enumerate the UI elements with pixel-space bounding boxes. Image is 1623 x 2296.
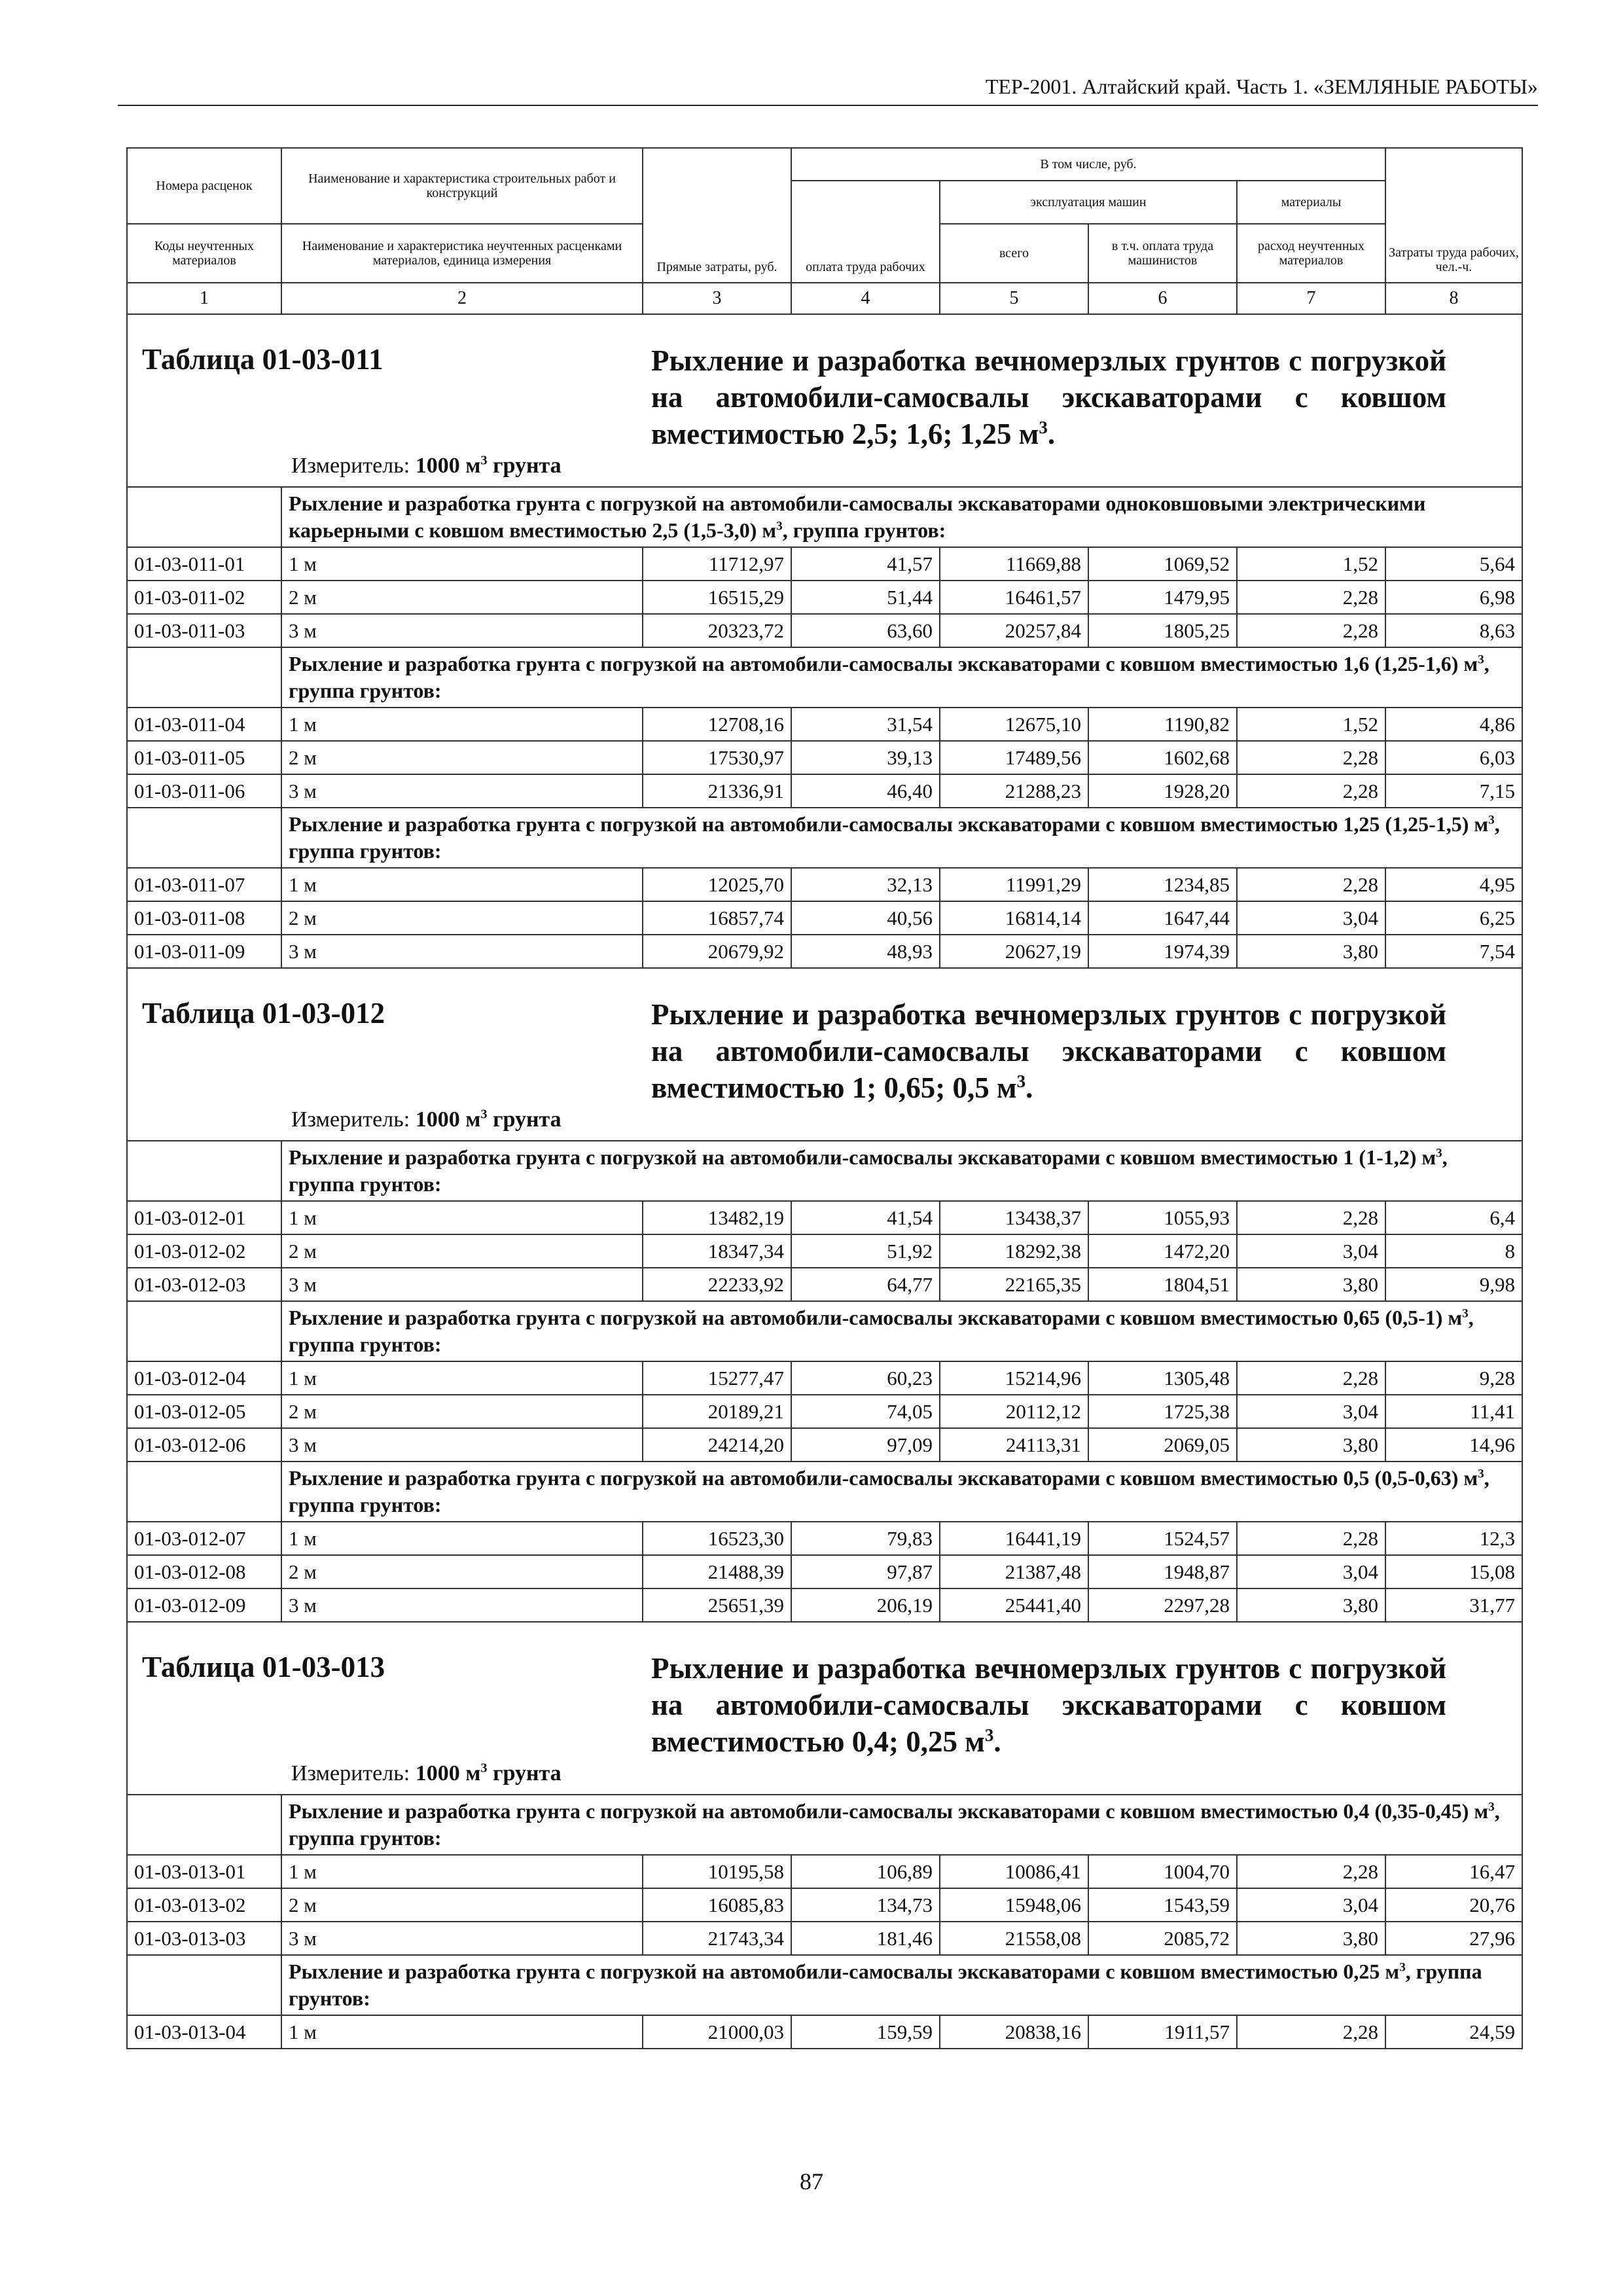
cell-worker-pay: 159,59 bbox=[791, 2015, 940, 2049]
table-heading bbox=[127, 1622, 1522, 1795]
cell-rate-code: 01-03-011-07 bbox=[127, 868, 281, 901]
group-heading: Рыхление и разработка грунта с погрузкой на автомобили-самосвалы экскаваторами одноковшовыми электрическими карьерными с ковшом вместимостью 2,5 (1,5-3,0) $м^3$, группа грунтов: bbox=[281, 487, 1522, 547]
cell-soil-group: 2 м bbox=[281, 1234, 643, 1268]
table-row bbox=[127, 1268, 1522, 1301]
group-heading-row bbox=[127, 1141, 1522, 1201]
cell-soil-group: 3 м bbox=[281, 1428, 643, 1462]
cell-operator-pay: 1974,39 bbox=[1088, 935, 1237, 968]
cell-direct-costs: 22233,92 bbox=[643, 1268, 791, 1301]
column-number: 2 bbox=[281, 283, 643, 314]
group-heading: Рыхление и разработка грунта с погрузкой на автомобили-самосвалы экскаваторами с ковшом вместимостью 1 (1-1,2) $м^3$, группа грунтов: bbox=[281, 1141, 1522, 1201]
cell-direct-costs: 21743,34 bbox=[643, 1922, 791, 1955]
cell-rate-code: 01-03-012-02 bbox=[127, 1234, 281, 1268]
cell-direct-costs: 15277,47 bbox=[643, 1361, 791, 1395]
cell-operator-pay: 1305,48 bbox=[1088, 1361, 1237, 1395]
cell-soil-group: 2 м bbox=[281, 1395, 643, 1428]
cell-worker-pay: 31,54 bbox=[791, 708, 940, 741]
cell-labor-costs: 4,95 bbox=[1385, 868, 1522, 901]
cell-labor-costs: 8,63 bbox=[1385, 614, 1522, 647]
group-heading-row bbox=[127, 1301, 1522, 1361]
table-unit-value: 1000 $м^3$ грунта bbox=[415, 1107, 562, 1132]
cell-labor-costs: 15,08 bbox=[1385, 1555, 1522, 1588]
page-number: 87 bbox=[800, 2168, 823, 2195]
cell-worker-pay: 41,57 bbox=[791, 547, 940, 581]
header-material-codes: Коды неучтенных материалов bbox=[127, 224, 281, 283]
cell-direct-costs: 21488,39 bbox=[643, 1555, 791, 1588]
cell-labor-costs: 16,47 bbox=[1385, 1855, 1522, 1888]
cell-material-consumption: 3,80 bbox=[1237, 1268, 1385, 1301]
table-row bbox=[127, 1361, 1522, 1395]
table-heading bbox=[127, 314, 1522, 487]
table-unit bbox=[291, 1107, 562, 1132]
cell-material-consumption: 2,28 bbox=[1237, 1855, 1385, 1888]
cell-labor-costs: 6,25 bbox=[1385, 901, 1522, 935]
table-row bbox=[127, 741, 1522, 774]
cell-material-consumption: 1,52 bbox=[1237, 547, 1385, 581]
cell-operator-pay: 2297,28 bbox=[1088, 1588, 1237, 1622]
header-worker-pay: оплата труда рабочих bbox=[791, 181, 940, 283]
cell-labor-costs: 4,86 bbox=[1385, 708, 1522, 741]
table-row bbox=[127, 2015, 1522, 2049]
cell-rate-code: 01-03-011-06 bbox=[127, 774, 281, 808]
cell-operator-pay: 2069,05 bbox=[1088, 1428, 1237, 1462]
cell-rate-code: 01-03-012-08 bbox=[127, 1555, 281, 1588]
cell-machine-total: 22165,35 bbox=[940, 1268, 1088, 1301]
cell-material-consumption: 2,28 bbox=[1237, 1522, 1385, 1555]
table-heading-row bbox=[127, 314, 1522, 487]
header-rate-numbers: Номера расценок bbox=[127, 148, 281, 224]
cell-machine-total: 20838,16 bbox=[940, 2015, 1088, 2049]
cell-soil-group: 1 м bbox=[281, 1201, 643, 1234]
table-unit-value: 1000 $м^3$ грунта bbox=[415, 453, 562, 478]
cell-worker-pay: 51,44 bbox=[791, 581, 940, 614]
cell-direct-costs: 16523,30 bbox=[643, 1522, 791, 1555]
table-unit-label: Измеритель: bbox=[291, 1107, 410, 1132]
cell-soil-group: 1 м bbox=[281, 868, 643, 901]
table-row bbox=[127, 1201, 1522, 1234]
cell-direct-costs: 16515,29 bbox=[643, 581, 791, 614]
table-row bbox=[127, 1855, 1522, 1888]
cell-operator-pay: 1804,51 bbox=[1088, 1268, 1237, 1301]
cell-worker-pay: 206,19 bbox=[791, 1588, 940, 1622]
cell-machine-total: 15948,06 bbox=[940, 1888, 1088, 1922]
cell-material-consumption: 2,28 bbox=[1237, 614, 1385, 647]
table-title: Рыхление и разработка вечномерзлых грунтов с погрузкой на автомобили-самосвалы экскаваторами с ковшом вместимостью 1; 0,65; 0,5 $м^3$. bbox=[651, 998, 1446, 1104]
cell-direct-costs: 16857,74 bbox=[643, 901, 791, 935]
cell-worker-pay: 74,05 bbox=[791, 1395, 940, 1428]
cell-material-consumption: 2,28 bbox=[1237, 741, 1385, 774]
cell-direct-costs: 12025,70 bbox=[643, 868, 791, 901]
cell-worker-pay: 64,77 bbox=[791, 1268, 940, 1301]
cell-operator-pay: 1524,57 bbox=[1088, 1522, 1237, 1555]
cell-direct-costs: 13482,19 bbox=[643, 1201, 791, 1234]
cell-labor-costs: 9,98 bbox=[1385, 1268, 1522, 1301]
header-including: В том числе, руб. bbox=[791, 148, 1385, 181]
cell-material-consumption: 3,04 bbox=[1237, 1395, 1385, 1428]
cell-rate-code: 01-03-011-08 bbox=[127, 901, 281, 935]
cell-rate-code: 01-03-012-04 bbox=[127, 1361, 281, 1395]
table-row bbox=[127, 708, 1522, 741]
cell-direct-costs: 21000,03 bbox=[643, 2015, 791, 2049]
cell-machine-total: 15214,96 bbox=[940, 1361, 1088, 1395]
group-spacer bbox=[127, 1795, 281, 1855]
group-spacer bbox=[127, 1301, 281, 1361]
cell-machine-total: 20257,84 bbox=[940, 614, 1088, 647]
group-spacer bbox=[127, 808, 281, 868]
cell-operator-pay: 1479,95 bbox=[1088, 581, 1237, 614]
table-unit-label: Измеритель: bbox=[291, 454, 410, 478]
cell-rate-code: 01-03-012-06 bbox=[127, 1428, 281, 1462]
cell-rate-code: 01-03-011-05 bbox=[127, 741, 281, 774]
table-id: Таблица 01-03-011 bbox=[142, 343, 383, 376]
cell-direct-costs: 20679,92 bbox=[643, 935, 791, 968]
cell-worker-pay: 46,40 bbox=[791, 774, 940, 808]
cell-rate-code: 01-03-012-01 bbox=[127, 1201, 281, 1234]
cell-worker-pay: 48,93 bbox=[791, 935, 940, 968]
cell-operator-pay: 1911,57 bbox=[1088, 2015, 1237, 2049]
cell-soil-group: 1 м bbox=[281, 2015, 643, 2049]
cell-operator-pay: 1543,59 bbox=[1088, 1888, 1237, 1922]
cell-material-consumption: 3,04 bbox=[1237, 1888, 1385, 1922]
cell-machine-total: 11991,29 bbox=[940, 868, 1088, 901]
cell-machine-total: 12675,10 bbox=[940, 708, 1088, 741]
group-heading-row bbox=[127, 1795, 1522, 1855]
cell-labor-costs: 6,03 bbox=[1385, 741, 1522, 774]
cell-machine-total: 21558,08 bbox=[940, 1922, 1088, 1955]
cell-rate-code: 01-03-011-01 bbox=[127, 547, 281, 581]
cell-material-consumption: 3,80 bbox=[1237, 1588, 1385, 1622]
cell-labor-costs: 24,59 bbox=[1385, 2015, 1522, 2049]
cell-operator-pay: 1647,44 bbox=[1088, 901, 1237, 935]
group-heading-row bbox=[127, 808, 1522, 868]
group-heading: Рыхление и разработка грунта с погрузкой на автомобили-самосвалы экскаваторами с ковшом вместимостью 0,5 (0,5-0,63) $м^3$, группа грунтов: bbox=[281, 1462, 1522, 1522]
cell-worker-pay: 60,23 bbox=[791, 1361, 940, 1395]
table-row bbox=[127, 581, 1522, 614]
group-heading: Рыхление и разработка грунта с погрузкой на автомобили-самосвалы экскаваторами с ковшом вместимостью 1,6 (1,25-1,6) $м^3$, группа грунтов: bbox=[281, 647, 1522, 708]
cell-machine-total: 25441,40 bbox=[940, 1588, 1088, 1622]
cell-direct-costs: 16085,83 bbox=[643, 1888, 791, 1922]
cell-machine-total: 17489,56 bbox=[940, 741, 1088, 774]
cell-operator-pay: 1725,38 bbox=[1088, 1395, 1237, 1428]
cell-machine-total: 13438,37 bbox=[940, 1201, 1088, 1234]
cell-worker-pay: 40,56 bbox=[791, 901, 940, 935]
cell-machine-total: 21387,48 bbox=[940, 1555, 1088, 1588]
cell-soil-group: 1 м bbox=[281, 1855, 643, 1888]
cell-direct-costs: 10195,58 bbox=[643, 1855, 791, 1888]
cell-material-consumption: 2,28 bbox=[1237, 581, 1385, 614]
cell-soil-group: 1 м bbox=[281, 1361, 643, 1395]
table-row bbox=[127, 901, 1522, 935]
cell-operator-pay: 1004,70 bbox=[1088, 1855, 1237, 1888]
cell-operator-pay: 1948,87 bbox=[1088, 1555, 1237, 1588]
column-number: 8 bbox=[1385, 283, 1522, 314]
group-heading-row bbox=[127, 647, 1522, 708]
table-title: Рыхление и разработка вечномерзлых грунтов с погрузкой на автомобили-самосвалы экскаваторами с ковшом вместимостью 2,5; 1,6; 1,25 $м^3$. bbox=[651, 344, 1446, 450]
cell-soil-group: 2 м bbox=[281, 581, 643, 614]
header-materials: материалы bbox=[1237, 181, 1385, 224]
table-unit-value: 1000 $м^3$ грунта bbox=[415, 1761, 562, 1785]
cell-labor-costs: 7,54 bbox=[1385, 935, 1522, 968]
cell-rate-code: 01-03-011-03 bbox=[127, 614, 281, 647]
column-number: 1 bbox=[127, 283, 281, 314]
column-number: 5 bbox=[940, 283, 1088, 314]
cell-labor-costs: 11,41 bbox=[1385, 1395, 1522, 1428]
header-material-names: Наименование и характеристика неучтенных расценками материалов, единица измерения bbox=[281, 224, 643, 283]
cell-direct-costs: 20323,72 bbox=[643, 614, 791, 647]
cell-rate-code: 01-03-013-02 bbox=[127, 1888, 281, 1922]
cell-labor-costs: 8 bbox=[1385, 1234, 1522, 1268]
table-row bbox=[127, 935, 1522, 968]
cell-rate-code: 01-03-013-04 bbox=[127, 2015, 281, 2049]
cell-soil-group: 3 м bbox=[281, 1922, 643, 1955]
cell-material-consumption: 2,28 bbox=[1237, 1201, 1385, 1234]
table-row bbox=[127, 1234, 1522, 1268]
group-spacer bbox=[127, 647, 281, 708]
cell-direct-costs: 18347,34 bbox=[643, 1234, 791, 1268]
cell-material-consumption: 3,04 bbox=[1237, 901, 1385, 935]
table-row bbox=[127, 614, 1522, 647]
table-id: Таблица 01-03-013 bbox=[142, 1651, 385, 1683]
column-number: 6 bbox=[1088, 283, 1237, 314]
cell-direct-costs: 21336,91 bbox=[643, 774, 791, 808]
cell-labor-costs: 27,96 bbox=[1385, 1922, 1522, 1955]
cell-operator-pay: 1928,20 bbox=[1088, 774, 1237, 808]
column-number: 7 bbox=[1237, 283, 1385, 314]
cell-labor-costs: 6,4 bbox=[1385, 1201, 1522, 1234]
cell-soil-group: 1 м bbox=[281, 1522, 643, 1555]
cell-rate-code: 01-03-011-09 bbox=[127, 935, 281, 968]
cell-operator-pay: 2085,72 bbox=[1088, 1922, 1237, 1955]
cell-operator-pay: 1190,82 bbox=[1088, 708, 1237, 741]
cell-rate-code: 01-03-012-07 bbox=[127, 1522, 281, 1555]
table-row bbox=[127, 1555, 1522, 1588]
cell-material-consumption: 3,80 bbox=[1237, 1922, 1385, 1955]
cell-labor-costs: 20,76 bbox=[1385, 1888, 1522, 1922]
group-spacer bbox=[127, 1141, 281, 1201]
cell-soil-group: 3 м bbox=[281, 935, 643, 968]
cell-operator-pay: 1234,85 bbox=[1088, 868, 1237, 901]
cell-direct-costs: 11712,97 bbox=[643, 547, 791, 581]
cell-material-consumption: 3,04 bbox=[1237, 1234, 1385, 1268]
table-unit bbox=[291, 454, 562, 478]
cell-operator-pay: 1069,52 bbox=[1088, 547, 1237, 581]
cell-operator-pay: 1602,68 bbox=[1088, 741, 1237, 774]
table-row bbox=[127, 868, 1522, 901]
cell-soil-group: 3 м bbox=[281, 614, 643, 647]
cell-material-consumption: 2,28 bbox=[1237, 2015, 1385, 2049]
cell-rate-code: 01-03-012-09 bbox=[127, 1588, 281, 1622]
cell-worker-pay: 97,87 bbox=[791, 1555, 940, 1588]
cell-direct-costs: 24214,20 bbox=[643, 1428, 791, 1462]
cell-soil-group: 1 м bbox=[281, 708, 643, 741]
cell-machine-total: 20627,19 bbox=[940, 935, 1088, 968]
header-total: всего bbox=[940, 224, 1088, 283]
column-numbers-row bbox=[127, 283, 1522, 314]
cell-material-consumption: 1,52 bbox=[1237, 708, 1385, 741]
cell-material-consumption: 3,80 bbox=[1237, 1428, 1385, 1462]
cell-machine-total: 16814,14 bbox=[940, 901, 1088, 935]
cell-material-consumption: 2,28 bbox=[1237, 1361, 1385, 1395]
cell-direct-costs: 12708,16 bbox=[643, 708, 791, 741]
cell-rate-code: 01-03-013-03 bbox=[127, 1922, 281, 1955]
group-heading: Рыхление и разработка грунта с погрузкой на автомобили-самосвалы экскаваторами с ковшом вместимостью 0,25 $м^3$, группа грунтов: bbox=[281, 1955, 1522, 2015]
cell-soil-group: 1 м bbox=[281, 547, 643, 581]
group-heading: Рыхление и разработка грунта с погрузкой на автомобили-самосвалы экскаваторами с ковшом вместимостью 0,65 (0,5-1) $м^3$, группа грунтов: bbox=[281, 1301, 1522, 1361]
table-id: Таблица 01-03-012 bbox=[142, 997, 385, 1030]
cell-labor-costs: 6,98 bbox=[1385, 581, 1522, 614]
cell-machine-total: 20112,12 bbox=[940, 1395, 1088, 1428]
cell-material-consumption: 3,04 bbox=[1237, 1555, 1385, 1588]
group-spacer bbox=[127, 1462, 281, 1522]
group-spacer bbox=[127, 1955, 281, 2015]
cell-rate-code: 01-03-011-04 bbox=[127, 708, 281, 741]
rates-table bbox=[126, 147, 1523, 2049]
table-row bbox=[127, 1428, 1522, 1462]
group-heading: Рыхление и разработка грунта с погрузкой на автомобили-самосвалы экскаваторами с ковшом вместимостью 0,4 (0,35-0,45) $м^3$, группа грунтов: bbox=[281, 1795, 1522, 1855]
cell-worker-pay: 32,13 bbox=[791, 868, 940, 901]
cell-worker-pay: 39,13 bbox=[791, 741, 940, 774]
cell-rate-code: 01-03-012-05 bbox=[127, 1395, 281, 1428]
table-heading bbox=[127, 968, 1522, 1141]
header-labor-costs: Затраты труда рабочих, чел.-ч. bbox=[1385, 148, 1522, 283]
table-heading-row bbox=[127, 968, 1522, 1141]
cell-worker-pay: 106,89 bbox=[791, 1855, 940, 1888]
table-row bbox=[127, 1922, 1522, 1955]
header-material-consumption: расход неучтенных материалов bbox=[1237, 224, 1385, 283]
group-heading-row bbox=[127, 487, 1522, 547]
cell-rate-code: 01-03-011-02 bbox=[127, 581, 281, 614]
cell-machine-total: 16461,57 bbox=[940, 581, 1088, 614]
cell-machine-total: 21288,23 bbox=[940, 774, 1088, 808]
cell-worker-pay: 51,92 bbox=[791, 1234, 940, 1268]
table-unit bbox=[291, 1761, 562, 1786]
cell-direct-costs: 17530,97 bbox=[643, 741, 791, 774]
cell-direct-costs: 25651,39 bbox=[643, 1588, 791, 1622]
cell-machine-total: 24113,31 bbox=[940, 1428, 1088, 1462]
cell-soil-group: 2 м bbox=[281, 901, 643, 935]
cell-worker-pay: 41,54 bbox=[791, 1201, 940, 1234]
group-spacer bbox=[127, 487, 281, 547]
column-number: 3 bbox=[643, 283, 791, 314]
table-heading-row bbox=[127, 1622, 1522, 1795]
cell-worker-pay: 63,60 bbox=[791, 614, 940, 647]
table-row bbox=[127, 1588, 1522, 1622]
cell-machine-total: 18292,38 bbox=[940, 1234, 1088, 1268]
cell-labor-costs: 14,96 bbox=[1385, 1428, 1522, 1462]
cell-material-consumption: 3,80 bbox=[1237, 935, 1385, 968]
cell-labor-costs: 5,64 bbox=[1385, 547, 1522, 581]
table-row bbox=[127, 774, 1522, 808]
table-title: Рыхление и разработка вечномерзлых грунтов с погрузкой на автомобили-самосвалы экскаваторами с ковшом вместимостью 0,4; 0,25 $м^3$. bbox=[651, 1652, 1446, 1758]
column-number: 4 bbox=[791, 283, 940, 314]
table-unit-label: Измеритель: bbox=[291, 1761, 410, 1785]
table-row bbox=[127, 547, 1522, 581]
table-row bbox=[127, 1395, 1522, 1428]
table-row bbox=[127, 1888, 1522, 1922]
header-operator-pay: в т.ч. оплата труда машинистов bbox=[1088, 224, 1237, 283]
cell-direct-costs: 20189,21 bbox=[643, 1395, 791, 1428]
cell-operator-pay: 1055,93 bbox=[1088, 1201, 1237, 1234]
cell-soil-group: 2 м bbox=[281, 741, 643, 774]
cell-soil-group: 3 м bbox=[281, 1588, 643, 1622]
header-direct-costs: Прямые затраты, руб. bbox=[643, 148, 791, 283]
header-machine-operation: эксплуатация машин bbox=[940, 181, 1237, 224]
group-heading-row bbox=[127, 1462, 1522, 1522]
cell-worker-pay: 134,73 bbox=[791, 1888, 940, 1922]
cell-operator-pay: 1805,25 bbox=[1088, 614, 1237, 647]
cell-labor-costs: 12,3 bbox=[1385, 1522, 1522, 1555]
cell-labor-costs: 7,15 bbox=[1385, 774, 1522, 808]
cell-soil-group: 2 м bbox=[281, 1888, 643, 1922]
cell-worker-pay: 181,46 bbox=[791, 1922, 940, 1955]
cell-soil-group: 3 м bbox=[281, 774, 643, 808]
cell-material-consumption: 2,28 bbox=[1237, 868, 1385, 901]
cell-worker-pay: 97,09 bbox=[791, 1428, 940, 1462]
cell-worker-pay: 79,83 bbox=[791, 1522, 940, 1555]
cell-machine-total: 10086,41 bbox=[940, 1855, 1088, 1888]
cell-rate-code: 01-03-012-03 bbox=[127, 1268, 281, 1301]
cell-machine-total: 16441,19 bbox=[940, 1522, 1088, 1555]
cell-labor-costs: 9,28 bbox=[1385, 1361, 1522, 1395]
cell-machine-total: 11669,88 bbox=[940, 547, 1088, 581]
cell-soil-group: 2 м bbox=[281, 1555, 643, 1588]
cell-material-consumption: 2,28 bbox=[1237, 774, 1385, 808]
cell-soil-group: 3 м bbox=[281, 1268, 643, 1301]
running-head: ТЕР-2001. Алтайский край. Часть 1. «ЗЕМЛЯНЫЕ РАБОТЫ» bbox=[118, 73, 1538, 106]
cell-labor-costs: 31,77 bbox=[1385, 1588, 1522, 1622]
group-heading: Рыхление и разработка грунта с погрузкой на автомобили-самосвалы экскаваторами с ковшом вместимостью 1,25 (1,25-1,5) $м^3$, группа грунтов: bbox=[281, 808, 1522, 868]
group-heading-row bbox=[127, 1955, 1522, 2015]
table-row bbox=[127, 1522, 1522, 1555]
cell-operator-pay: 1472,20 bbox=[1088, 1234, 1237, 1268]
cell-rate-code: 01-03-013-01 bbox=[127, 1855, 281, 1888]
header-work-name: Наименование и характеристика строительных работ и конструкций bbox=[281, 148, 643, 224]
